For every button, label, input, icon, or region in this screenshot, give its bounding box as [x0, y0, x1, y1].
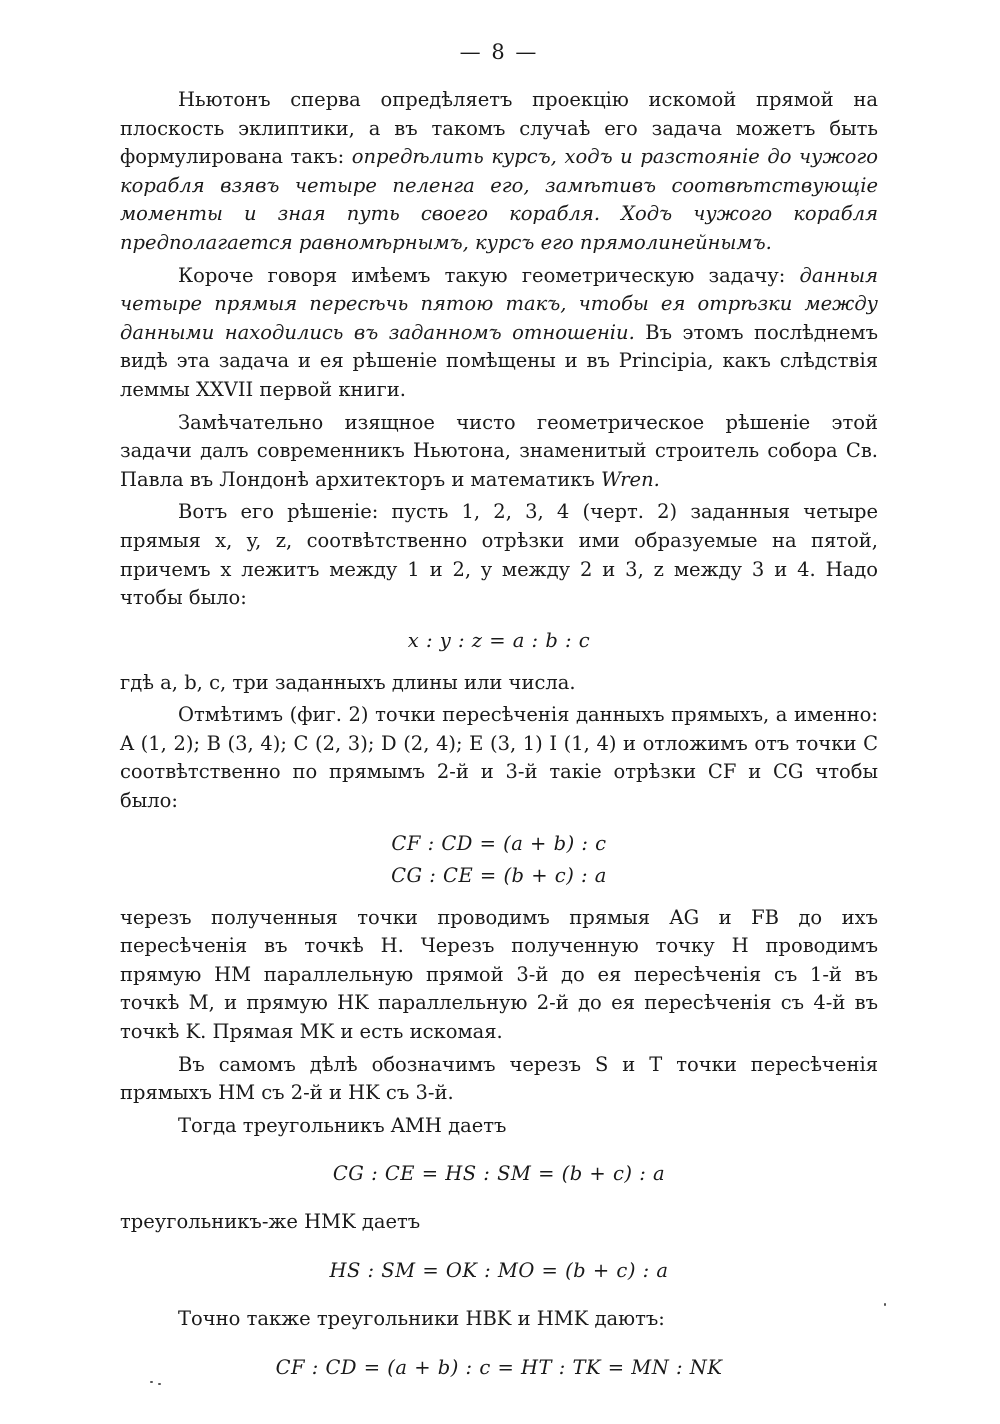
formula-cf-cd: CF : CD = (a + b) : c — [391, 831, 607, 855]
paragraph-1-italic: опредѣлить курсъ, ходъ и разстояніе до чужого корабля взявъ четыре пеленга его, замѣтивъ соотвѣтствующіе моменты и зная путь своего корабля. Ходъ чужого корабля предполагается равномѣрнымъ, курсъ его прямолинейнымъ. — [120, 145, 878, 254]
paragraph-6: Отмѣтимъ (фиг. 2) точки пересѣченія данныхъ прямыхъ, а именно: A (1, 2); B (3, 4); C (2, 3); D (2, 4); E (3, 1) I (1, 4) и отложимъ отъ точки C соотвѣтственно по прямымъ 2-й и 3-й такіе отрѣзки CF и CG чтобы было: — [120, 703, 878, 813]
paragraph-7: черезъ полученныя точки проводимъ прямыя AG и FB до ихъ пересѣченія въ точкѣ H. Черезъ полученную точку H проводимъ прямую HM параллельную прямой 3-й до ея пересѣченія съ 1-й въ точкѣ M, и прямую HK параллельную 2-й до ея пересѣченія съ 4-й въ точкѣ K. Прямая MK и есть искомая. — [120, 905, 878, 1044]
scan-speck — [158, 1383, 161, 1385]
document-page — [120, 40, 878, 1396]
paragraph-9: Тогда треугольникъ AMH даетъ — [178, 1113, 507, 1137]
paragraph-8: Въ самомъ дѣлѣ обозначимъ черезъ S и T точки пересѣченія прямыхъ HM съ 2-й и HK съ 3-й. — [120, 1052, 878, 1105]
formula-ratio-xyz: x : y : z = a : b : c — [407, 628, 591, 652]
paragraph-2-italic: данныя четыре прямыя пересѣчь пятою такъ, чтобы ея отрѣзки между данными находились въ заданномъ отношеніи. — [120, 263, 878, 344]
wren-name: Wren. — [601, 467, 660, 491]
formula-cg-ce: CG : CE = (b + c) : a — [391, 863, 607, 887]
scan-speck — [150, 1381, 153, 1383]
formula-triangles-hbk-hmk: CF : CD = (a + b) : c = HT : TK = MN : NK — [275, 1355, 723, 1379]
page-number: — 8 — — [459, 40, 539, 64]
paragraph-11: Точно также треугольники HBK и HMK даютъ: — [178, 1307, 665, 1330]
paragraph-1-text: Ньютонъ сперва опредѣляетъ проекцію искомой прямой на плоскость эклиптики, а въ такомъ случаѣ его задача можетъ быть формулирована такъ: — [120, 88, 878, 169]
paragraph-2-text-a: Короче говоря имѣемъ такую геометрическую задачу: — [178, 263, 786, 287]
paragraph-3-text: Замѣчательно изящное чисто геометрическое рѣшеніе этой задачи далъ современникъ Ньютона, знаменитый строитель собора Св. Павла въ Лондонѣ архитекторъ и математикъ — [120, 410, 878, 491]
paragraph-4: Вотъ его рѣшеніе: пусть 1, 2, 3, 4 (черт. 2) заданныя четыре прямыя x, y, z, соотвѣтственно отрѣзки ими образуемые на пятой, причемъ x лежитъ между 1 и 2, y между 2 и 3, z между 3 и 4. Надо чтобы было: — [120, 500, 878, 610]
formula-triangle-hmk: HS : SM = OK : MO = (b + c) : a — [329, 1259, 669, 1282]
paragraph-3 — [120, 409, 878, 495]
formula-triangle-amh: CG : CE = HS : SM = (b + c) : a — [332, 1162, 666, 1186]
paragraph-1 — [120, 86, 878, 258]
paragraph-10: треугольникъ-же HMK даетъ — [120, 1210, 421, 1234]
paragraph-5: гдѣ a, b, c, три заданныхъ длины или числа. — [120, 670, 576, 694]
paragraph-2-text-b: Въ этомъ послѣднемъ видѣ эта задача и ея рѣшеніе помѣщены и въ Principia, какъ слѣдствія леммы XXVII первой книги. — [120, 320, 878, 401]
scan-speck — [884, 1303, 886, 1306]
paragraph-2 — [120, 262, 878, 405]
